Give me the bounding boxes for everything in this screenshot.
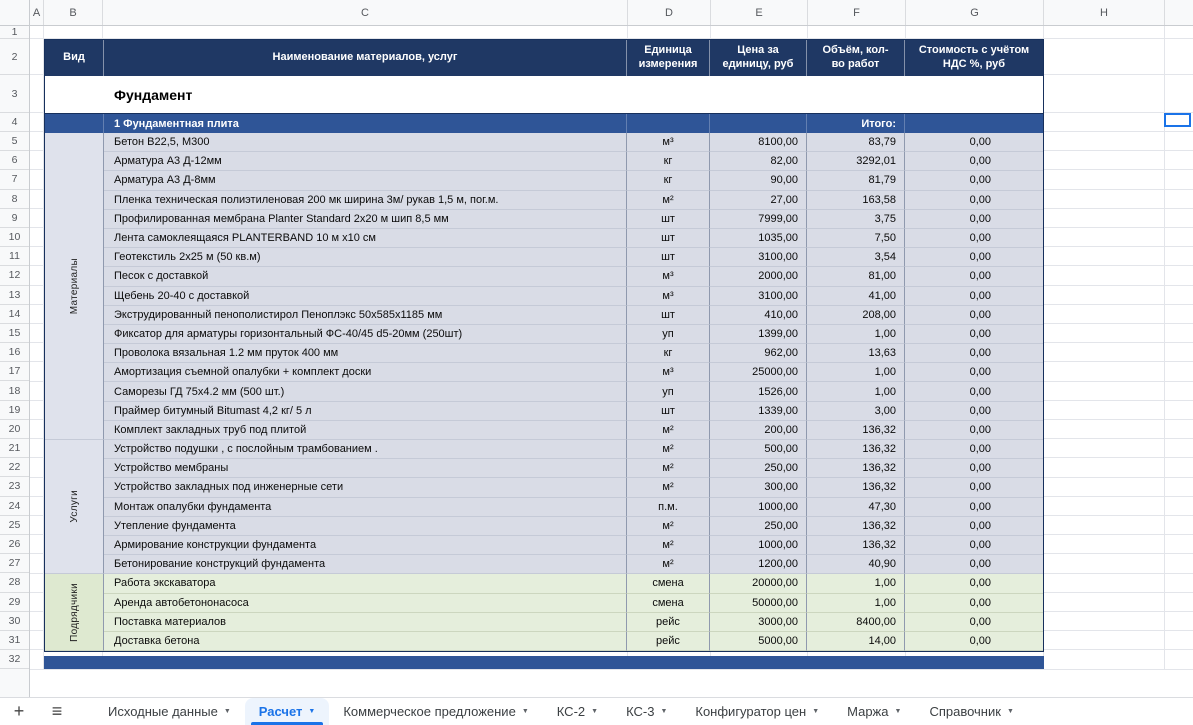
cell-cost[interactable]: 0,00 bbox=[905, 459, 1043, 478]
cell-volume[interactable]: 3,75 bbox=[807, 210, 905, 229]
cell-name[interactable]: Геотекстиль 2х25 м (50 кв.м) bbox=[104, 248, 627, 267]
cell-volume[interactable]: 208,00 bbox=[807, 306, 905, 325]
cell-cost[interactable]: 0,00 bbox=[905, 555, 1043, 574]
cell-unit[interactable]: шт bbox=[627, 402, 710, 421]
row-header-12[interactable]: 12 bbox=[0, 266, 29, 285]
cell-price[interactable]: 3100,00 bbox=[710, 248, 807, 267]
cell-price[interactable]: 1035,00 bbox=[710, 229, 807, 248]
cell-volume[interactable]: 136,32 bbox=[807, 478, 905, 497]
cell-unit[interactable]: м³ bbox=[627, 287, 710, 306]
cell-volume[interactable]: 1,00 bbox=[807, 325, 905, 344]
cell-name[interactable]: Щебень 20-40 с доставкой bbox=[104, 287, 627, 306]
selected-cell-outline bbox=[1164, 113, 1191, 127]
subsection-row[interactable] bbox=[45, 114, 1043, 133]
group-services bbox=[45, 440, 1043, 574]
cell-cost[interactable]: 0,00 bbox=[905, 594, 1043, 613]
row-header-1[interactable]: 1 bbox=[0, 26, 29, 39]
cell-name[interactable]: Праймер битумный Bitumast 4,2 кг/ 5 л bbox=[104, 402, 627, 421]
cell-price[interactable]: 7999,00 bbox=[710, 210, 807, 229]
cell-name[interactable]: Монтаж опалубки фундамента bbox=[104, 498, 627, 517]
row-header-3[interactable]: 3 bbox=[0, 75, 29, 113]
row-header-14[interactable]: 14 bbox=[0, 305, 29, 324]
row-header-21[interactable]: 21 bbox=[0, 439, 29, 458]
table-row[interactable] bbox=[104, 382, 1043, 401]
table-body bbox=[45, 133, 1043, 651]
table-header-row bbox=[45, 40, 1043, 76]
sheet-tab-8[interactable] bbox=[915, 698, 1027, 725]
all-sheets-menu-button[interactable]: ≡ bbox=[51, 701, 63, 721]
sheet-tab-label: Маржа bbox=[847, 704, 889, 719]
cell-name[interactable]: Амортизация съемной опалубки + комплект доски bbox=[104, 363, 627, 382]
row-header-22[interactable]: 22 bbox=[0, 458, 29, 477]
cell-price[interactable]: 27,00 bbox=[710, 191, 807, 210]
cell-unit[interactable]: рейс bbox=[627, 613, 710, 632]
table-row[interactable] bbox=[104, 632, 1043, 651]
cell-unit[interactable]: кг bbox=[627, 171, 710, 190]
cell-cost[interactable]: 0,00 bbox=[905, 440, 1043, 459]
table-row[interactable] bbox=[104, 459, 1043, 478]
table-row[interactable] bbox=[104, 613, 1043, 632]
sheet-tab-label: КС-2 bbox=[556, 704, 586, 719]
table-row[interactable] bbox=[104, 536, 1043, 555]
cell-price[interactable]: 300,00 bbox=[710, 478, 807, 497]
sheet-tab-2[interactable] bbox=[245, 698, 330, 725]
cell-volume[interactable]: 136,32 bbox=[807, 459, 905, 478]
row-header-9[interactable]: 9 bbox=[0, 209, 29, 228]
cell-unit[interactable]: шт bbox=[627, 210, 710, 229]
cell-volume[interactable]: 81,00 bbox=[807, 267, 905, 286]
row-header-28[interactable]: 28 bbox=[0, 573, 29, 592]
cell-unit[interactable]: м² bbox=[627, 459, 710, 478]
cell-cost[interactable]: 0,00 bbox=[905, 536, 1043, 555]
cell-cost[interactable]: 0,00 bbox=[905, 382, 1043, 401]
tab-bar bbox=[0, 697, 1193, 725]
cell-cost[interactable]: 0,00 bbox=[905, 613, 1043, 632]
cell-volume[interactable]: 136,32 bbox=[807, 440, 905, 459]
column-header-G[interactable]: G bbox=[906, 0, 1044, 25]
cell-unit[interactable]: шт bbox=[627, 229, 710, 248]
cell-name[interactable]: Утепление фундамента bbox=[104, 517, 627, 536]
table-row[interactable] bbox=[104, 287, 1043, 306]
cell-unit[interactable]: м³ bbox=[627, 363, 710, 382]
cell-name[interactable]: Профилированная мембрана Planter Standard 2х20 м шип 8,5 мм bbox=[104, 210, 627, 229]
header-cell-unit[interactable]: Единица измерения bbox=[627, 40, 710, 76]
row-header-20[interactable]: 20 bbox=[0, 420, 29, 439]
column-header-F[interactable]: F bbox=[808, 0, 906, 25]
cell-cost[interactable]: 0,00 bbox=[905, 574, 1043, 593]
section-title-row[interactable] bbox=[45, 76, 1043, 114]
cell-name[interactable]: Бетон В22,5, М300 bbox=[104, 133, 627, 152]
table-row[interactable] bbox=[104, 152, 1043, 171]
group-label-contractors[interactable] bbox=[45, 574, 104, 651]
cell-unit[interactable]: м³ bbox=[627, 133, 710, 152]
cell-price[interactable]: 500,00 bbox=[710, 440, 807, 459]
cell-cost[interactable]: 0,00 bbox=[905, 191, 1043, 210]
column-header-H[interactable]: H bbox=[1044, 0, 1165, 25]
cell-cost[interactable]: 0,00 bbox=[905, 478, 1043, 497]
cell-price[interactable]: 1339,00 bbox=[710, 402, 807, 421]
column-header-E[interactable]: E bbox=[711, 0, 808, 25]
cell-unit[interactable]: шт bbox=[627, 248, 710, 267]
sheet-tab-label: Конфигуратор цен bbox=[695, 704, 807, 719]
sheet-tabs bbox=[94, 698, 1028, 725]
cell-name[interactable]: Поставка материалов bbox=[104, 613, 627, 632]
cell-unit[interactable]: м² bbox=[627, 517, 710, 536]
table-row[interactable] bbox=[104, 517, 1043, 536]
cell-cost[interactable]: 0,00 bbox=[905, 210, 1043, 229]
chevron-down-icon: ▼ bbox=[660, 708, 668, 715]
cell-volume[interactable]: 163,58 bbox=[807, 191, 905, 210]
cell-unit[interactable]: м² bbox=[627, 440, 710, 459]
table-row[interactable] bbox=[104, 229, 1043, 248]
cell-cost[interactable]: 0,00 bbox=[905, 325, 1043, 344]
header-cell-name[interactable]: Наименование материалов, услуг bbox=[104, 40, 627, 76]
cell-name[interactable]: Песок с доставкой bbox=[104, 267, 627, 286]
cell-price[interactable]: 962,00 bbox=[710, 344, 807, 363]
subsection-total-label: Итого: bbox=[807, 114, 905, 133]
subsection-kind-cell bbox=[45, 114, 104, 133]
subsection-cost-cell bbox=[905, 114, 1043, 133]
cell-unit[interactable]: кг bbox=[627, 344, 710, 363]
row-header-5[interactable]: 5 bbox=[0, 132, 29, 151]
table-row[interactable] bbox=[104, 191, 1043, 210]
cell-name[interactable]: Бетонирование конструкций фундамента bbox=[104, 555, 627, 574]
cell-price[interactable]: 1399,00 bbox=[710, 325, 807, 344]
cell-name[interactable]: Фиксатор для арматуры горизонтальный ФС-40/45 d5-20мм (250шт) bbox=[104, 325, 627, 344]
cell-unit[interactable]: уп bbox=[627, 325, 710, 344]
chevron-down-icon: ▼ bbox=[812, 708, 820, 715]
cell-name[interactable]: Устройство закладных под инженерные сети bbox=[104, 478, 627, 497]
cell-volume[interactable]: 13,63 bbox=[807, 344, 905, 363]
sheet-tab-5[interactable] bbox=[612, 698, 681, 725]
table-row[interactable] bbox=[104, 594, 1043, 613]
header-cell-volume[interactable]: Объём, кол-во работ bbox=[807, 40, 905, 76]
header-cell-price[interactable]: Цена за единицу, руб bbox=[710, 40, 807, 76]
cell-price[interactable]: 2000,00 bbox=[710, 267, 807, 286]
cell-volume[interactable]: 1,00 bbox=[807, 574, 905, 593]
cell-cost[interactable]: 0,00 bbox=[905, 171, 1043, 190]
row-header-18[interactable]: 18 bbox=[0, 381, 29, 400]
group-label-materials[interactable] bbox=[45, 133, 104, 440]
cell-cost[interactable]: 0,00 bbox=[905, 229, 1043, 248]
cell-price[interactable]: 8100,00 bbox=[710, 133, 807, 152]
cell-unit[interactable]: м² bbox=[627, 536, 710, 555]
table-row[interactable] bbox=[104, 574, 1043, 593]
cell-cost[interactable]: 0,00 bbox=[905, 421, 1043, 440]
subsection-unit-cell bbox=[627, 114, 710, 133]
sheet-tab-3[interactable] bbox=[329, 698, 542, 725]
cell-volume[interactable]: 41,00 bbox=[807, 287, 905, 306]
sheet-canvas[interactable] bbox=[30, 26, 1193, 697]
table-row[interactable] bbox=[104, 171, 1043, 190]
cell-unit[interactable]: п.м. bbox=[627, 498, 710, 517]
row-header-27[interactable]: 27 bbox=[0, 554, 29, 573]
row-header-13[interactable]: 13 bbox=[0, 286, 29, 305]
cell-volume[interactable]: 3292,01 bbox=[807, 152, 905, 171]
cell-volume[interactable]: 136,32 bbox=[807, 517, 905, 536]
row-header-7[interactable]: 7 bbox=[0, 170, 29, 189]
sheet-tab-label: Расчет bbox=[258, 704, 303, 719]
cell-cost[interactable]: 0,00 bbox=[905, 306, 1043, 325]
cell-name[interactable]: Экструдированный пенополистирол Пеноплэкс 50х585х1185 мм bbox=[104, 306, 627, 325]
row-header-2[interactable]: 2 bbox=[0, 39, 29, 75]
table-row[interactable] bbox=[104, 498, 1043, 517]
cell-name[interactable]: Аренда автобетононасоса bbox=[104, 594, 627, 613]
row-header-25[interactable]: 25 bbox=[0, 516, 29, 535]
table-row[interactable] bbox=[104, 402, 1043, 421]
next-section-band[interactable] bbox=[44, 656, 1044, 669]
cell-unit[interactable]: шт bbox=[627, 306, 710, 325]
cell-volume[interactable]: 136,32 bbox=[807, 421, 905, 440]
row-header-17[interactable]: 17 bbox=[0, 362, 29, 381]
cell-name[interactable]: Пленка техническая полиэтиленовая 200 мк ширина 3м/ рукав 1,5 м, пог.м. bbox=[104, 191, 627, 210]
select-all-corner[interactable] bbox=[0, 0, 30, 25]
sheet-tab-label: КС-3 bbox=[626, 704, 655, 719]
chevron-down-icon: ▼ bbox=[591, 708, 599, 715]
row-header-23[interactable]: 23 bbox=[0, 477, 29, 496]
cell-volume[interactable]: 136,32 bbox=[807, 536, 905, 555]
column-header-C[interactable]: C bbox=[103, 0, 628, 25]
sheet-tab-label: Коммерческое предложение bbox=[343, 704, 516, 719]
cell-cost[interactable]: 0,00 bbox=[905, 248, 1043, 267]
header-cell-cost[interactable]: Стоимость с учётом НДС %, руб bbox=[918, 44, 1030, 70]
row-header-8[interactable]: 8 bbox=[0, 190, 29, 209]
row-header-10[interactable]: 10 bbox=[0, 228, 29, 247]
row-header-4[interactable]: 4 bbox=[0, 113, 29, 132]
chevron-down-icon: ▼ bbox=[1006, 708, 1014, 715]
cell-price[interactable]: 250,00 bbox=[710, 459, 807, 478]
cell-name[interactable]: Доставка бетона bbox=[104, 632, 627, 651]
cell-name[interactable]: Работа экскаватора bbox=[104, 574, 627, 593]
cell-volume[interactable]: 81,79 bbox=[807, 171, 905, 190]
group-label-text: Услуги bbox=[68, 490, 80, 523]
cell-price[interactable]: 200,00 bbox=[710, 421, 807, 440]
table-row[interactable] bbox=[104, 325, 1043, 344]
cell-cost[interactable]: 0,00 bbox=[905, 632, 1043, 651]
cell-price[interactable]: 3100,00 bbox=[710, 287, 807, 306]
cell-price[interactable]: 3000,00 bbox=[710, 613, 807, 632]
cell-cost[interactable]: 0,00 bbox=[905, 133, 1043, 152]
column-header-partial[interactable] bbox=[1165, 0, 1193, 25]
column-header-A[interactable]: A bbox=[30, 0, 44, 25]
row-header-19[interactable]: 19 bbox=[0, 401, 29, 420]
cell-price[interactable]: 25000,00 bbox=[710, 363, 807, 382]
cell-name[interactable]: Устройство подушки , с послойным трамбованием . bbox=[104, 440, 627, 459]
cell-price[interactable]: 1000,00 bbox=[710, 536, 807, 555]
cell-price[interactable]: 1200,00 bbox=[710, 555, 807, 574]
section-title: Фундамент bbox=[114, 86, 193, 103]
chevron-down-icon: ▼ bbox=[308, 708, 316, 715]
header-cell-kind[interactable]: Вид bbox=[45, 40, 104, 76]
cell-name[interactable]: Проволока вязальная 1.2 мм пруток 400 мм bbox=[104, 344, 627, 363]
row-header-16[interactable]: 16 bbox=[0, 343, 29, 362]
cell-cost[interactable]: 0,00 bbox=[905, 517, 1043, 536]
cell-volume[interactable]: 83,79 bbox=[807, 133, 905, 152]
table-row[interactable] bbox=[104, 478, 1043, 497]
cell-volume[interactable]: 8400,00 bbox=[807, 613, 905, 632]
cell-price[interactable]: 50000,00 bbox=[710, 594, 807, 613]
cell-unit[interactable]: смена bbox=[627, 574, 710, 593]
group-label-services[interactable] bbox=[45, 440, 104, 574]
subsection-price-cell bbox=[710, 114, 807, 133]
cell-unit[interactable]: м² bbox=[627, 555, 710, 574]
cell-unit[interactable]: уп bbox=[627, 382, 710, 401]
row-header-11[interactable]: 11 bbox=[0, 247, 29, 266]
sheet-tab-1[interactable] bbox=[94, 698, 245, 725]
cell-unit[interactable]: м³ bbox=[627, 267, 710, 286]
cell-name[interactable]: Комплект закладных труб под плитой bbox=[104, 421, 627, 440]
subsection-title: 1 Фундаментная плита bbox=[104, 114, 627, 133]
cell-volume[interactable]: 7,50 bbox=[807, 229, 905, 248]
group-label-text: Материалы bbox=[68, 257, 80, 315]
row-header-26[interactable]: 26 bbox=[0, 535, 29, 554]
cell-name[interactable]: Армирование конструкции фундамента bbox=[104, 536, 627, 555]
cell-name[interactable]: Арматура А3 Д-8мм bbox=[104, 171, 627, 190]
cell-name[interactable]: Устройство мембраны bbox=[104, 459, 627, 478]
cell-unit[interactable]: кг bbox=[627, 152, 710, 171]
chevron-down-icon: ▼ bbox=[521, 708, 529, 715]
table-row[interactable] bbox=[104, 344, 1043, 363]
cell-cost[interactable]: 0,00 bbox=[905, 363, 1043, 382]
table-row[interactable] bbox=[104, 306, 1043, 325]
sheet-tab-6[interactable] bbox=[681, 698, 833, 725]
cell-unit[interactable]: м² bbox=[627, 421, 710, 440]
cell-cost[interactable]: 0,00 bbox=[905, 152, 1043, 171]
table-row[interactable] bbox=[104, 210, 1043, 229]
column-header-B[interactable]: B bbox=[44, 0, 103, 25]
cell-price[interactable]: 5000,00 bbox=[710, 632, 807, 651]
cell-volume[interactable]: 1,00 bbox=[807, 382, 905, 401]
row-header-29[interactable]: 29 bbox=[0, 593, 29, 612]
row-header-bar bbox=[0, 26, 30, 697]
cell-volume[interactable]: 47,30 bbox=[807, 498, 905, 517]
cell-cost[interactable]: 0,00 bbox=[905, 344, 1043, 363]
cell-price[interactable]: 90,00 bbox=[710, 171, 807, 190]
column-header-bar bbox=[0, 0, 1193, 26]
cell-price[interactable]: 82,00 bbox=[710, 152, 807, 171]
cell-price[interactable]: 410,00 bbox=[710, 306, 807, 325]
row-header-32[interactable]: 32 bbox=[0, 650, 29, 669]
row-header-15[interactable]: 15 bbox=[0, 324, 29, 343]
group-contractors bbox=[45, 574, 1043, 651]
cell-price[interactable]: 1000,00 bbox=[710, 498, 807, 517]
row-header-31[interactable]: 31 bbox=[0, 631, 29, 650]
cell-unit[interactable]: смена bbox=[627, 594, 710, 613]
table-row[interactable] bbox=[104, 363, 1043, 382]
table-row[interactable] bbox=[104, 248, 1043, 267]
group-materials bbox=[45, 133, 1043, 440]
cell-volume[interactable]: 3,54 bbox=[807, 248, 905, 267]
table-row[interactable] bbox=[104, 421, 1043, 440]
group-label-text: Подрядчики bbox=[68, 582, 80, 642]
cell-unit[interactable]: м² bbox=[627, 191, 710, 210]
cell-price[interactable]: 250,00 bbox=[710, 517, 807, 536]
cell-volume[interactable]: 1,00 bbox=[807, 594, 905, 613]
sheet-tab-label: Справочник bbox=[929, 704, 1001, 719]
cell-volume[interactable]: 14,00 bbox=[807, 632, 905, 651]
cell-volume[interactable]: 1,00 bbox=[807, 363, 905, 382]
row-header-6[interactable]: 6 bbox=[0, 151, 29, 170]
cell-name[interactable]: Арматура А3 Д-12мм bbox=[104, 152, 627, 171]
sheet-tab-label: Исходные данные bbox=[108, 704, 218, 719]
sheet-tab-7[interactable] bbox=[833, 698, 915, 725]
table-row[interactable] bbox=[104, 267, 1043, 286]
row-header-24[interactable]: 24 bbox=[0, 497, 29, 516]
cell-unit[interactable]: рейс bbox=[627, 632, 710, 651]
cell-cost[interactable]: 0,00 bbox=[905, 287, 1043, 306]
cell-volume[interactable]: 40,90 bbox=[807, 555, 905, 574]
cell-price[interactable]: 1526,00 bbox=[710, 382, 807, 401]
cell-volume[interactable]: 3,00 bbox=[807, 402, 905, 421]
cell-name[interactable]: Саморезы ГД 75х4.2 мм (500 шт.) bbox=[104, 382, 627, 401]
table-row[interactable] bbox=[104, 133, 1043, 152]
table-row[interactable] bbox=[104, 555, 1043, 574]
cell-cost[interactable]: 0,00 bbox=[905, 402, 1043, 421]
sheet-tab-4[interactable] bbox=[543, 698, 612, 725]
cell-unit[interactable]: м² bbox=[627, 478, 710, 497]
cell-name[interactable]: Лента самоклеящаяся PLANTERBAND 10 м х10 см bbox=[104, 229, 627, 248]
row-header-30[interactable]: 30 bbox=[0, 612, 29, 631]
estimate-table bbox=[44, 39, 1044, 652]
chevron-down-icon: ▼ bbox=[223, 708, 231, 715]
chevron-down-icon: ▼ bbox=[894, 708, 902, 715]
add-sheet-button[interactable]: + bbox=[13, 701, 25, 721]
table-row[interactable] bbox=[104, 440, 1043, 459]
column-header-D[interactable]: D bbox=[628, 0, 711, 25]
cell-cost[interactable]: 0,00 bbox=[905, 498, 1043, 517]
cell-cost[interactable]: 0,00 bbox=[905, 267, 1043, 286]
cell-price[interactable]: 20000,00 bbox=[710, 574, 807, 593]
